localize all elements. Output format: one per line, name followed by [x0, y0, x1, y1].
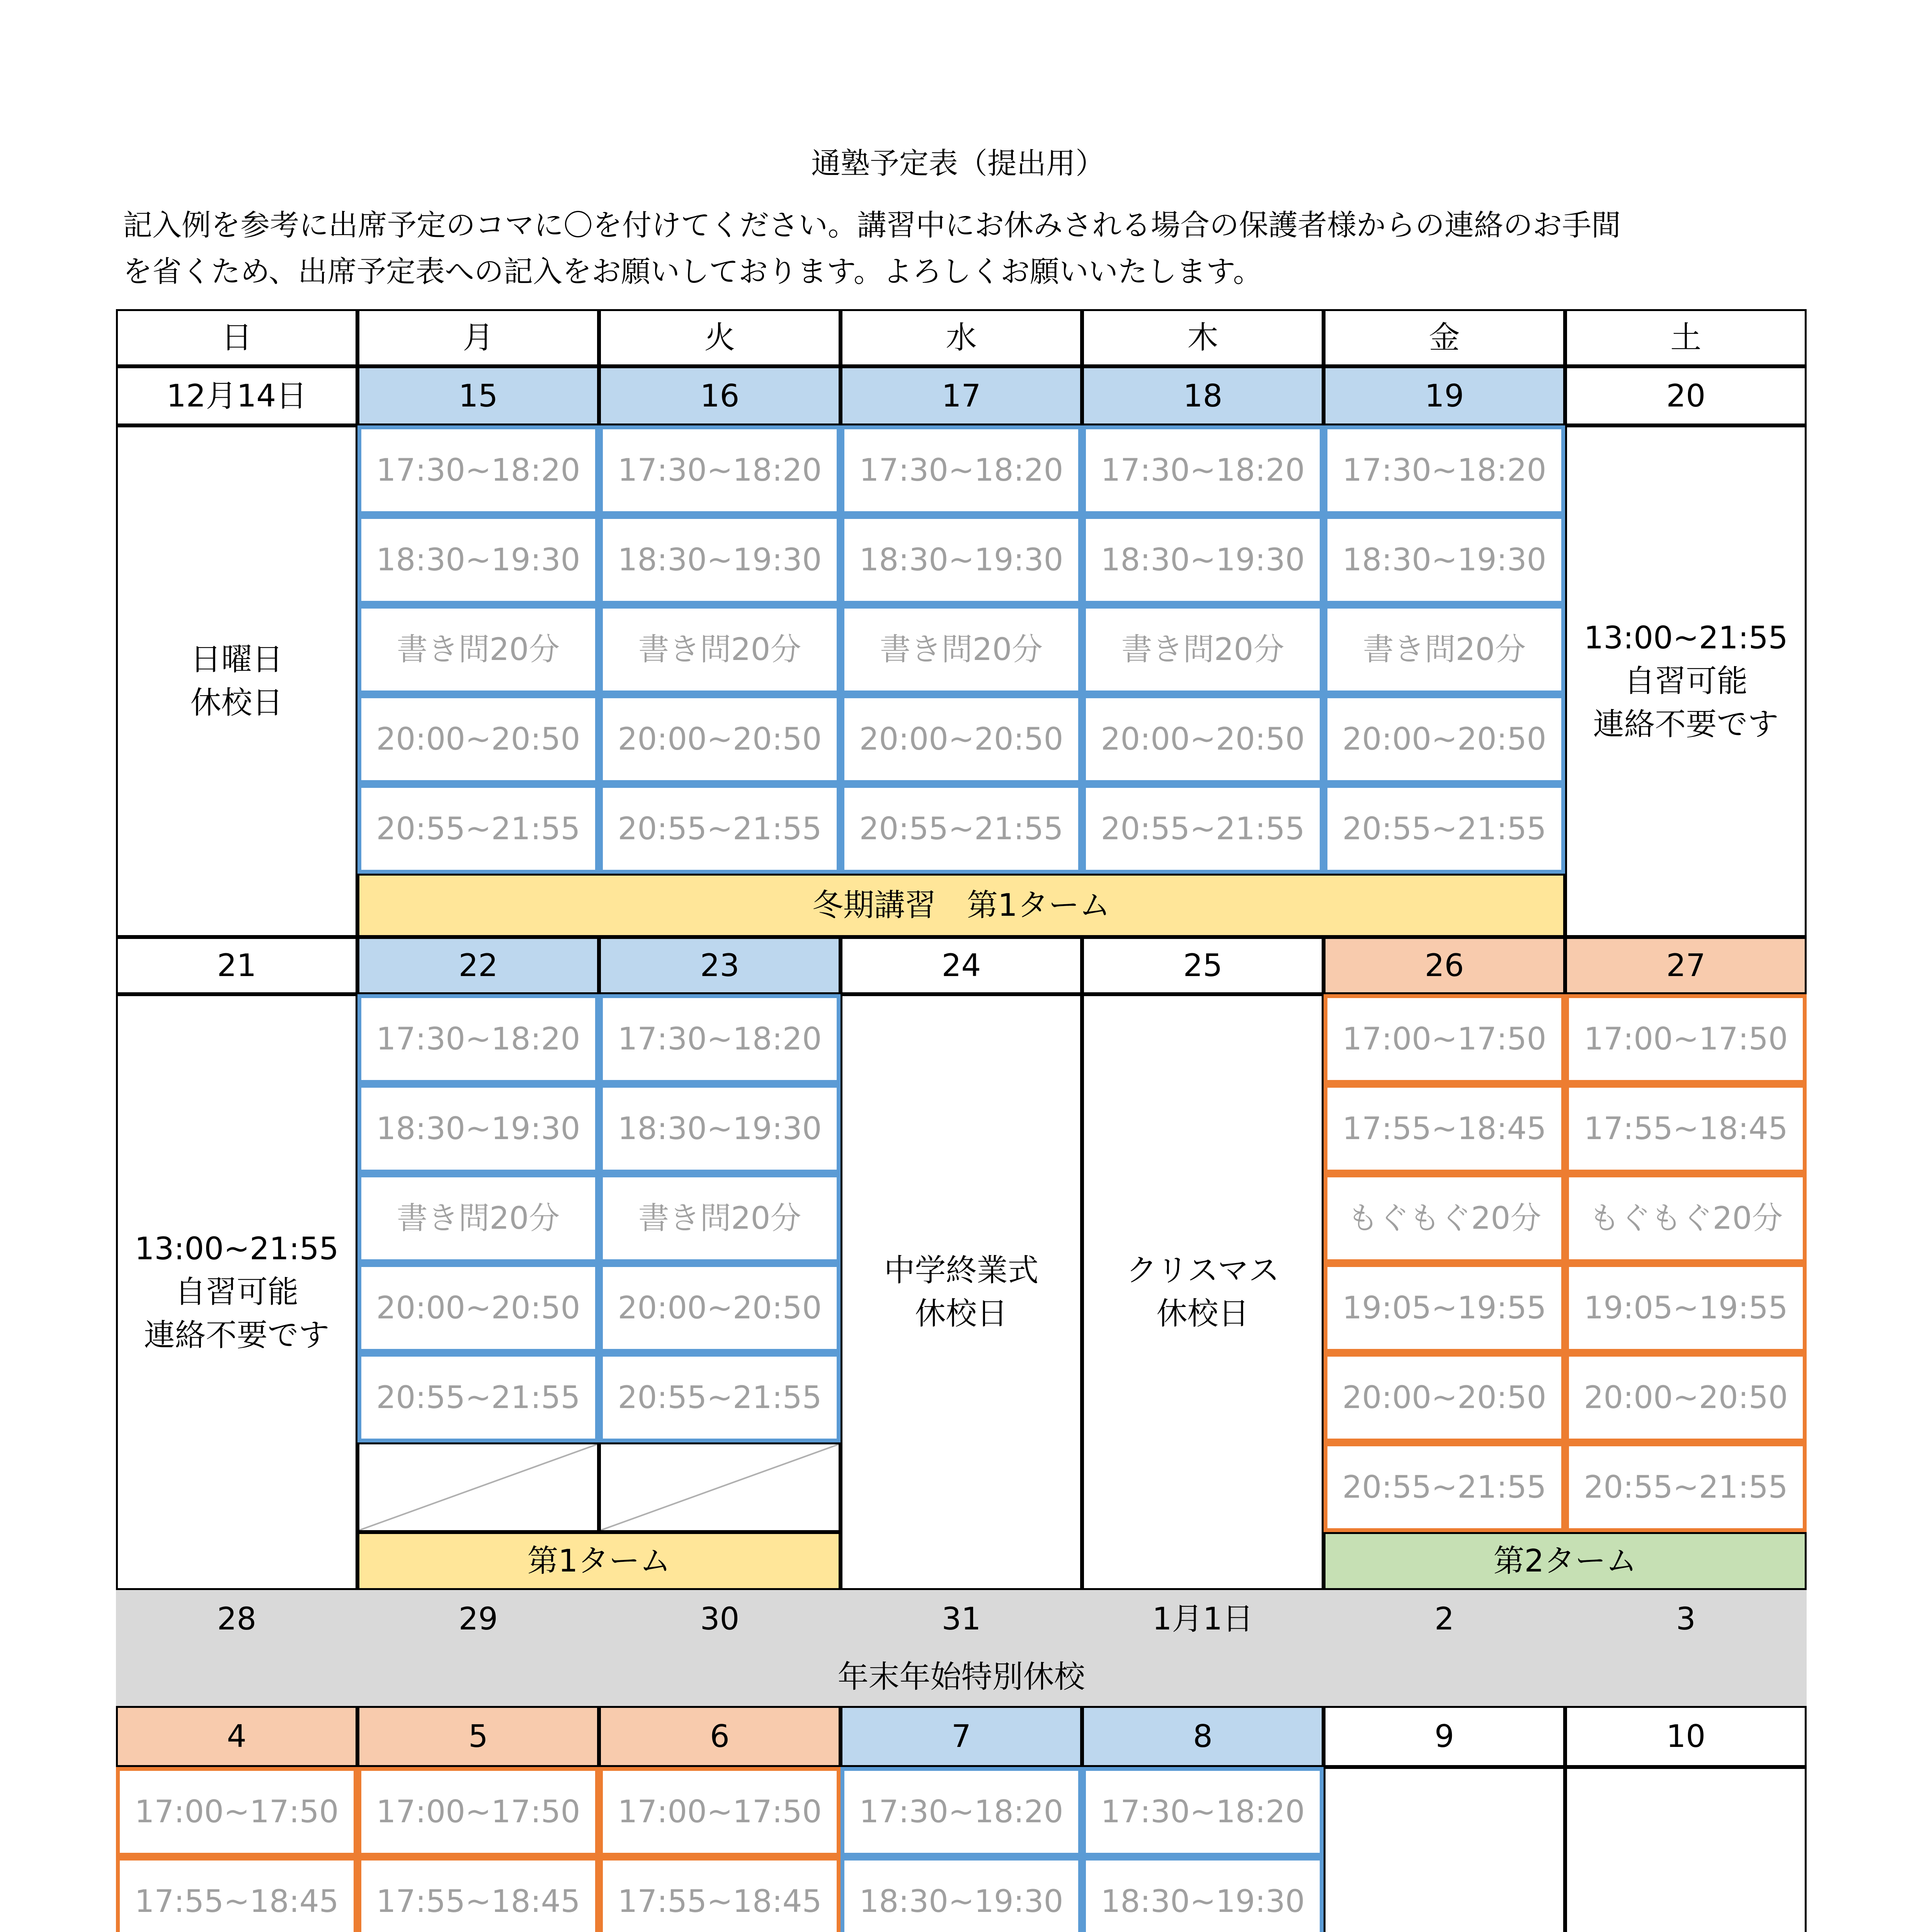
holiday-note: 日曜日 休校日	[116, 425, 357, 937]
date-cell: 2	[1324, 1590, 1565, 1648]
lesson-slot[interactable]: 18:30~19:30	[841, 1857, 1082, 1932]
closure-banner: 年末年始特別休校	[116, 1648, 1807, 1706]
date-cell: 8	[1082, 1706, 1324, 1767]
lesson-slot[interactable]: 書き問20分	[599, 1173, 841, 1263]
lesson-slot[interactable]: 書き問20分	[1324, 605, 1565, 694]
date-cell: 16	[599, 366, 841, 425]
instruction-line-1: 記入例を参考に出席予定のコマに〇を付けてください。講習中にお休みされる場合の保護者様からの連絡のお手間	[123, 208, 1621, 242]
lesson-slot[interactable]: 18:30~19:30	[841, 515, 1082, 605]
date-cell: 26	[1324, 937, 1565, 994]
date-cell: 31	[841, 1590, 1082, 1648]
date-cell: 19	[1324, 366, 1565, 425]
lesson-slot[interactable]: 17:55~18:45	[1324, 1084, 1565, 1173]
no-class-note	[1324, 1767, 1565, 1932]
date-cell: 28	[116, 1590, 357, 1648]
lesson-slot[interactable]: 17:00~17:50	[116, 1767, 357, 1857]
lesson-slot[interactable]: 書き問20分	[1082, 605, 1324, 694]
lesson-slot[interactable]: もぐもぐ20分	[1565, 1173, 1807, 1263]
lesson-slot[interactable]: もぐもぐ20分	[1324, 1173, 1565, 1263]
lesson-slot[interactable]: 17:30~18:20	[357, 425, 599, 515]
weekday-header: 土	[1565, 309, 1807, 366]
date-cell: 6	[599, 1706, 841, 1767]
lesson-slot[interactable]: 18:30~19:30	[599, 1084, 841, 1173]
empty-cell	[1565, 1767, 1807, 1932]
lesson-slot[interactable]: 17:30~18:20	[841, 425, 1082, 515]
lesson-slot[interactable]: 17:00~17:50	[357, 1767, 599, 1857]
date-cell: 3	[1565, 1590, 1807, 1648]
date-cell: 29	[357, 1590, 599, 1648]
page-title: 通塾予定表（提出用）	[811, 146, 1105, 180]
lesson-slot[interactable]: 20:00~20:50	[357, 694, 599, 784]
weekday-header: 火	[599, 309, 841, 366]
lesson-slot[interactable]: 17:30~18:20	[1324, 425, 1565, 515]
lesson-slot[interactable]: 18:30~19:30	[357, 515, 599, 605]
lesson-slot[interactable]: 17:00~17:50	[1324, 994, 1565, 1084]
lesson-slot[interactable]: 20:55~21:55	[1324, 784, 1565, 874]
date-cell: 25	[1082, 937, 1324, 994]
strike-line	[359, 1444, 597, 1530]
lesson-slot[interactable]: 書き問20分	[841, 605, 1082, 694]
lesson-slot[interactable]: 17:30~18:20	[599, 994, 841, 1084]
weekday-header: 水	[841, 309, 1082, 366]
date-cell: 5	[357, 1706, 599, 1767]
lesson-slot[interactable]: 20:55~21:55	[1082, 784, 1324, 874]
lesson-slot[interactable]: 18:30~19:30	[1082, 1857, 1324, 1932]
lesson-slot[interactable]: 17:30~18:20	[841, 1767, 1082, 1857]
date-cell: 20	[1565, 366, 1807, 425]
lesson-slot[interactable]: 17:00~17:50	[599, 1767, 841, 1857]
date-cell: 1月1日	[1082, 1590, 1324, 1648]
date-cell: 15	[357, 366, 599, 425]
lesson-slot[interactable]: 17:00~17:50	[1565, 994, 1807, 1084]
weekday-header: 木	[1082, 309, 1324, 366]
lesson-slot[interactable]: 17:30~18:20	[599, 425, 841, 515]
date-cell: 10	[1565, 1706, 1807, 1767]
date-cell: 24	[841, 937, 1082, 994]
weekday-header: 月	[357, 309, 599, 366]
strike-line	[601, 1444, 839, 1530]
lesson-slot[interactable]: 20:55~21:55	[1565, 1442, 1807, 1532]
lesson-slot[interactable]: 17:30~18:20	[1082, 425, 1324, 515]
lesson-slot[interactable]: 17:55~18:45	[1565, 1084, 1807, 1173]
date-cell: 12月14日	[116, 366, 357, 425]
lesson-slot[interactable]: 19:05~19:55	[1565, 1263, 1807, 1353]
date-cell: 23	[599, 937, 841, 994]
date-cell: 30	[599, 1590, 841, 1648]
weekday-header: 金	[1324, 309, 1565, 366]
lesson-slot[interactable]: 20:55~21:55	[357, 784, 599, 874]
lesson-slot[interactable]: 20:00~20:50	[599, 694, 841, 784]
date-cell: 21	[116, 937, 357, 994]
lesson-slot[interactable]: 書き問20分	[599, 605, 841, 694]
lesson-slot[interactable]: 20:55~21:55	[357, 1353, 599, 1442]
lesson-slot[interactable]: 17:55~18:45	[116, 1857, 357, 1932]
holiday-note: 中学終業式 休校日	[841, 994, 1082, 1590]
lesson-slot[interactable]: 20:00~20:50	[1565, 1353, 1807, 1442]
lesson-slot[interactable]: 18:30~19:30	[357, 1084, 599, 1173]
lesson-slot[interactable]: 20:00~20:50	[1324, 694, 1565, 784]
lesson-slot[interactable]: 19:05~19:55	[1324, 1263, 1565, 1353]
weekday-header: 日	[116, 309, 357, 366]
lesson-slot[interactable]: 18:30~19:30	[1324, 515, 1565, 605]
lesson-slot[interactable]: 20:55~21:55	[841, 784, 1082, 874]
holiday-note: クリスマス 休校日	[1082, 994, 1324, 1590]
lesson-slot[interactable]: 20:00~20:50	[1324, 1353, 1565, 1442]
lesson-slot[interactable]: 17:30~18:20	[1082, 1767, 1324, 1857]
lesson-slot[interactable]: 18:30~19:30	[1082, 515, 1324, 605]
instruction-line-2: を省くため、出席予定表への記入をお願いしております。よろしくお願いいたします。	[123, 254, 1263, 289]
lesson-slot[interactable]: 17:55~18:45	[599, 1857, 841, 1932]
self-study-note: 13:00~21:55 自習可能 連絡不要です	[116, 994, 357, 1590]
term-label: 第2ターム	[1324, 1532, 1807, 1590]
date-cell: 4	[116, 1706, 357, 1767]
date-cell: 7	[841, 1706, 1082, 1767]
lesson-slot[interactable]: 20:00~20:50	[841, 694, 1082, 784]
lesson-slot[interactable]: 20:00~20:50	[599, 1263, 841, 1353]
self-study-note: 13:00~21:55 自習可能 連絡不要です	[1565, 425, 1807, 937]
date-cell: 18	[1082, 366, 1324, 425]
lesson-slot[interactable]: 20:55~21:55	[1324, 1442, 1565, 1532]
date-cell: 9	[1324, 1706, 1565, 1767]
date-cell: 27	[1565, 937, 1807, 994]
lesson-slot[interactable]: 書き問20分	[357, 1173, 599, 1263]
lesson-slot[interactable]: 17:30~18:20	[357, 994, 599, 1084]
lesson-slot[interactable]: 書き問20分	[357, 605, 599, 694]
date-cell: 17	[841, 366, 1082, 425]
date-cell: 22	[357, 937, 599, 994]
lesson-slot[interactable]: 18:30~19:30	[599, 515, 841, 605]
term-label: 第1ターム	[357, 1532, 841, 1590]
lesson-slot[interactable]: 17:55~18:45	[357, 1857, 599, 1932]
lesson-slot[interactable]: 20:55~21:55	[599, 784, 841, 874]
term-label: 冬期講習 第1ターム	[357, 874, 1565, 937]
lesson-slot[interactable]: 20:00~20:50	[357, 1263, 599, 1353]
lesson-slot[interactable]: 20:00~20:50	[1082, 694, 1324, 784]
lesson-slot[interactable]: 20:55~21:55	[599, 1353, 841, 1442]
